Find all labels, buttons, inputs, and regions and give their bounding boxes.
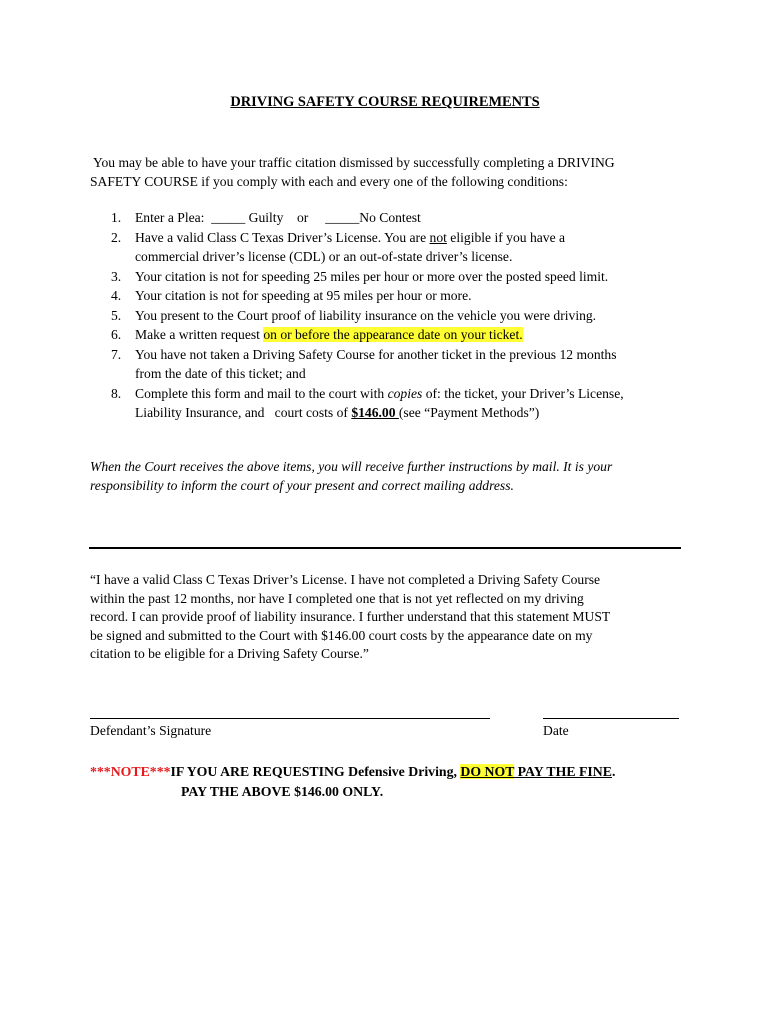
statement-line-5: citation to be eligible for a Driving Safety Course.” bbox=[90, 646, 369, 661]
intro-line-1: You may be able to have your traffic citation dismissed by successfully completing a DRIVING bbox=[93, 155, 615, 170]
intro-paragraph bbox=[90, 153, 690, 191]
requirements-list bbox=[90, 208, 690, 423]
date-label: Date bbox=[543, 723, 569, 738]
requirement-item-8: 8. Complete this form and mail to the court with copies of: the ticket, your Driver’s License, Liability Insurance, and court costs of $146.00 (see “Payment Methods”) bbox=[111, 385, 624, 420]
requirement-item-6: 6. Make a written request on or before the appearance date on your ticket. bbox=[111, 327, 523, 342]
highlighted-deadline: on or before the appearance date on your ticket. bbox=[263, 327, 523, 342]
do-not-highlight: DO NOT bbox=[460, 764, 515, 779]
intro-line-2: SAFETY COURSE if you comply with each and every one of the following conditions: bbox=[90, 174, 568, 189]
notice-line-2: responsibility to inform the court of your present and correct mailing address. bbox=[90, 478, 514, 493]
note-prefix: ***NOTE*** bbox=[90, 764, 171, 779]
defendant-statement bbox=[90, 571, 690, 664]
court-notice bbox=[90, 457, 690, 495]
requirement-item-4: 4. Your citation is not for speeding at 95 miles per hour or more. bbox=[111, 288, 472, 303]
note-line-2: PAY THE ABOVE $146.00 ONLY. bbox=[181, 784, 384, 799]
not-emphasis: not bbox=[429, 229, 447, 245]
defendant-signature-label: Defendant’s Signature bbox=[90, 723, 212, 738]
requirement-item-7: 7. You have not taken a Driving Safety Course for another ticket in the previous 12 months from the date of this ticket; and bbox=[111, 346, 617, 381]
requirement-item-3: 3. Your citation is not for speeding 25 miles per hour or more over the posted speed limit. bbox=[111, 268, 609, 284]
section-divider bbox=[89, 547, 681, 549]
requirement-item-1: 1. Enter a Plea: _____ Guilty or _____No Contest bbox=[111, 210, 421, 225]
page-title: DRIVING SAFETY COURSE REQUIREMENTS bbox=[230, 94, 540, 110]
requirement-item-2: 2. Have a valid Class C Texas Driver’s License. You are not eligible if you have a commercial driver’s license (CDL) or an out-of-state driver’s license. bbox=[111, 229, 566, 264]
signature-line[interactable] bbox=[90, 718, 490, 719]
payment-note: ***NOTE***IF YOU ARE REQUESTING Defensive Driving, DO NOT PAY THE FINE. PAY THE ABOVE $146.00 ONLY. bbox=[90, 762, 710, 802]
requirement-item-5: 5. You present to the Court proof of liability insurance on the vehicle you were driving. bbox=[111, 307, 597, 323]
notice-line-1: When the Court receives the above items, you will receive further instructions by mail. It is your bbox=[90, 459, 613, 474]
copies-emphasis: copies bbox=[387, 385, 423, 401]
statement-line-3: record. I can provide proof of liability insurance. I further understand that this statement MUST bbox=[90, 609, 611, 624]
statement-line-1: “I have a valid Class C Texas Driver’s License. I have not completed a Driving Safety Course bbox=[90, 572, 601, 587]
date-line[interactable] bbox=[543, 718, 679, 719]
pay-the-fine-text: PAY THE FINE bbox=[514, 764, 612, 779]
court-costs-amount: $146.00 bbox=[351, 405, 399, 420]
statement-line-2: within the past 12 months, nor have I completed one that is not yet reflected on my driving bbox=[90, 590, 584, 606]
statement-line-4: be signed and submitted to the Court with $146.00 court costs by the appearance date on my bbox=[90, 627, 593, 643]
